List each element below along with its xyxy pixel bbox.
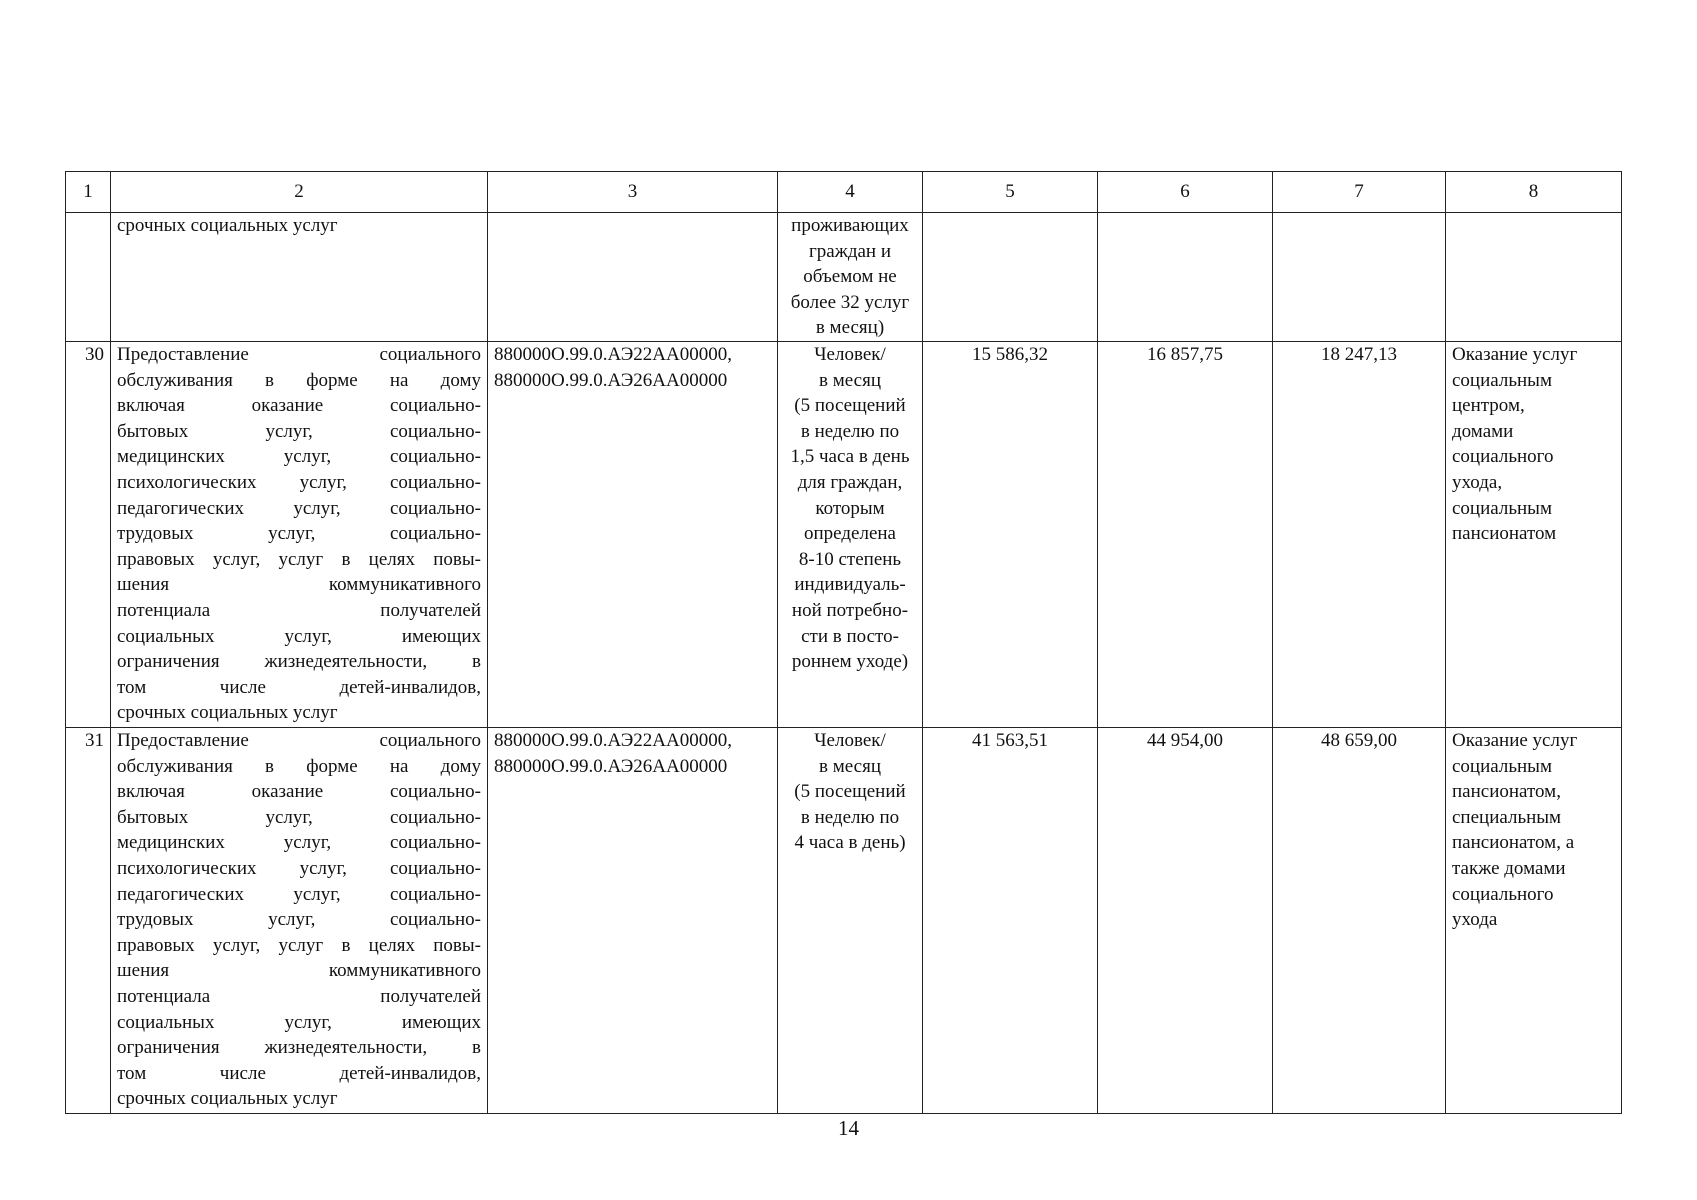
note-line: социальным xyxy=(1452,369,1552,391)
row-note-cell xyxy=(1446,341,1622,727)
row-number-cell: 31 xyxy=(66,727,111,1113)
unit-line: (5 посещений xyxy=(794,781,906,803)
description-line: включая оказание социально- xyxy=(117,395,481,417)
unit-line: ной потребно- xyxy=(791,599,909,621)
unit-line: сти в посто- xyxy=(801,625,899,647)
description-line: срочных социальных услуг xyxy=(117,1088,338,1110)
description-line: шения коммуникативного xyxy=(117,574,481,596)
unit-line: 8-10 степень xyxy=(798,548,902,570)
service-code: 880000О.99.0.АЭ26АА00000 xyxy=(494,369,728,391)
row-value7-cell: 18 247,13 xyxy=(1273,341,1446,727)
note-line: пансионатом, а xyxy=(1452,832,1575,854)
note-line: также домами xyxy=(1452,857,1566,879)
row-number-cell: 30 xyxy=(66,341,111,727)
unit-line: для граждан, xyxy=(797,471,903,493)
cont-value6-cell xyxy=(1098,213,1273,342)
unit-line: 4 часа в день) xyxy=(794,832,906,854)
unit-line: в неделю по xyxy=(800,806,900,828)
description-line: медицинских услуг, социально- xyxy=(117,832,481,854)
cont-unit-line: проживающих xyxy=(791,215,909,236)
description-line: правовых услуг, услуг в целях повы- xyxy=(117,548,481,570)
row-code-cell xyxy=(488,341,778,727)
description-line: том числе детей-инвалидов, xyxy=(117,1062,481,1084)
service-code: 880000О.99.0.АЭ22АА00000, xyxy=(494,343,732,365)
note-line: центром, xyxy=(1452,395,1525,417)
unit-line: в неделю по xyxy=(800,420,900,442)
cont-unit-line: объемом не xyxy=(803,266,897,288)
table-rows xyxy=(66,341,1622,1113)
description-line: потенциала получателей xyxy=(117,985,481,1007)
table-row xyxy=(66,727,1622,1113)
header-cell-5: 5 xyxy=(923,172,1098,213)
cont-unit-cell xyxy=(778,213,923,342)
note-line: Оказание услуг xyxy=(1452,343,1578,365)
row-description-cell xyxy=(111,727,488,1113)
header-row xyxy=(66,172,1622,213)
unit-line: в месяц xyxy=(819,369,881,391)
continuation-row xyxy=(66,213,1622,342)
description-line: трудовых услуг, социально- xyxy=(117,909,481,931)
description-line: трудовых услуг, социально- xyxy=(117,523,481,545)
header-cell-7: 7 xyxy=(1273,172,1446,213)
note-line: пансионатом, xyxy=(1452,781,1561,803)
description-line: социальных услуг, имеющих xyxy=(117,1011,481,1033)
description-line: педагогических услуг, социально- xyxy=(117,497,481,519)
unit-line: (5 посещений xyxy=(794,395,906,417)
description-line: педагогических услуг, социально- xyxy=(117,883,481,905)
description-line: правовых услуг, услуг в целях повы- xyxy=(117,934,481,956)
service-code: 880000О.99.0.АЭ26АА00000 xyxy=(494,755,728,777)
unit-line: 1,5 часа в день xyxy=(790,446,910,468)
cont-description-cell: срочных социальных услуг xyxy=(111,213,488,342)
description-line: шения коммуникативного xyxy=(117,960,481,982)
page-number: 14 xyxy=(838,1116,859,1140)
row-unit-cell xyxy=(778,727,923,1113)
description-line: потенциала получателей xyxy=(117,599,481,621)
unit-line: в месяц xyxy=(819,755,881,777)
unit-line: которым xyxy=(815,497,885,519)
header-cell-8: 8 xyxy=(1446,172,1622,213)
description-line: медицинских услуг, социально- xyxy=(117,446,481,468)
row-value5-cell: 15 586,32 xyxy=(923,341,1098,727)
note-line: Оказание услуг xyxy=(1452,729,1578,751)
row-unit-cell xyxy=(778,341,923,727)
description-line: Предоставление социального xyxy=(117,729,481,751)
cont-code-cell xyxy=(488,213,778,342)
cont-number-cell xyxy=(66,213,111,342)
row-value6-cell: 16 857,75 xyxy=(1098,341,1273,727)
description-line: психологических услуг, социально- xyxy=(117,471,481,493)
description-line: срочных социальных услуг xyxy=(117,702,338,724)
header-cell-1: 1 xyxy=(66,172,111,213)
note-line: пансионатом xyxy=(1452,523,1557,545)
description-line: ограничения жизнедеятельности, в xyxy=(117,651,481,673)
row-description-cell xyxy=(111,341,488,727)
row-note-cell xyxy=(1446,727,1622,1113)
unit-line: Человек/ xyxy=(814,343,886,365)
header-cell-4: 4 xyxy=(778,172,923,213)
note-line: социального xyxy=(1452,883,1554,905)
description-line: обслуживания в форме на дому xyxy=(117,369,481,391)
note-line: специальным xyxy=(1452,806,1562,828)
header-cell-3: 3 xyxy=(488,172,778,213)
service-code: 880000О.99.0.АЭ22АА00000, xyxy=(494,729,732,751)
header-cell-2: 2 xyxy=(111,172,488,213)
row-value6-cell: 44 954,00 xyxy=(1098,727,1273,1113)
note-line: домами xyxy=(1452,420,1514,442)
cont-unit-line: более 32 услуг xyxy=(790,291,910,313)
services-table xyxy=(65,171,1622,1114)
description-line: включая оказание социально- xyxy=(117,781,481,803)
table-row xyxy=(66,341,1622,727)
cont-note-cell xyxy=(1446,213,1622,342)
cont-value5-cell xyxy=(923,213,1098,342)
description-line: социальных услуг, имеющих xyxy=(117,625,481,647)
unit-line: индивидуаль- xyxy=(794,574,906,596)
unit-line: роннем уходе) xyxy=(791,651,909,673)
cont-value7-cell xyxy=(1273,213,1446,342)
note-line: ухода, xyxy=(1452,471,1503,493)
header-cell-6: 6 xyxy=(1098,172,1273,213)
note-line: социальным xyxy=(1452,497,1552,519)
description-line: Предоставление социального xyxy=(117,343,481,365)
description-line: ограничения жизнедеятельности, в xyxy=(117,1037,481,1059)
description-line: обслуживания в форме на дому xyxy=(117,755,481,777)
unit-line: Человек/ xyxy=(814,729,886,751)
description-line: том числе детей-инвалидов, xyxy=(117,676,481,698)
description-line: бытовых услуг, социально- xyxy=(117,420,481,442)
description-line: бытовых услуг, социально- xyxy=(117,806,481,828)
note-line: ухода xyxy=(1452,909,1498,931)
cont-unit-line: в месяц) xyxy=(815,317,885,339)
cont-unit-line: граждан и xyxy=(808,240,892,262)
description-line: психологических услуг, социально- xyxy=(117,857,481,879)
note-line: социальным xyxy=(1452,755,1552,777)
row-code-cell xyxy=(488,727,778,1113)
row-value7-cell: 48 659,00 xyxy=(1273,727,1446,1113)
unit-line: определена xyxy=(804,523,896,545)
row-value5-cell: 41 563,51 xyxy=(923,727,1098,1113)
note-line: социального xyxy=(1452,446,1554,468)
